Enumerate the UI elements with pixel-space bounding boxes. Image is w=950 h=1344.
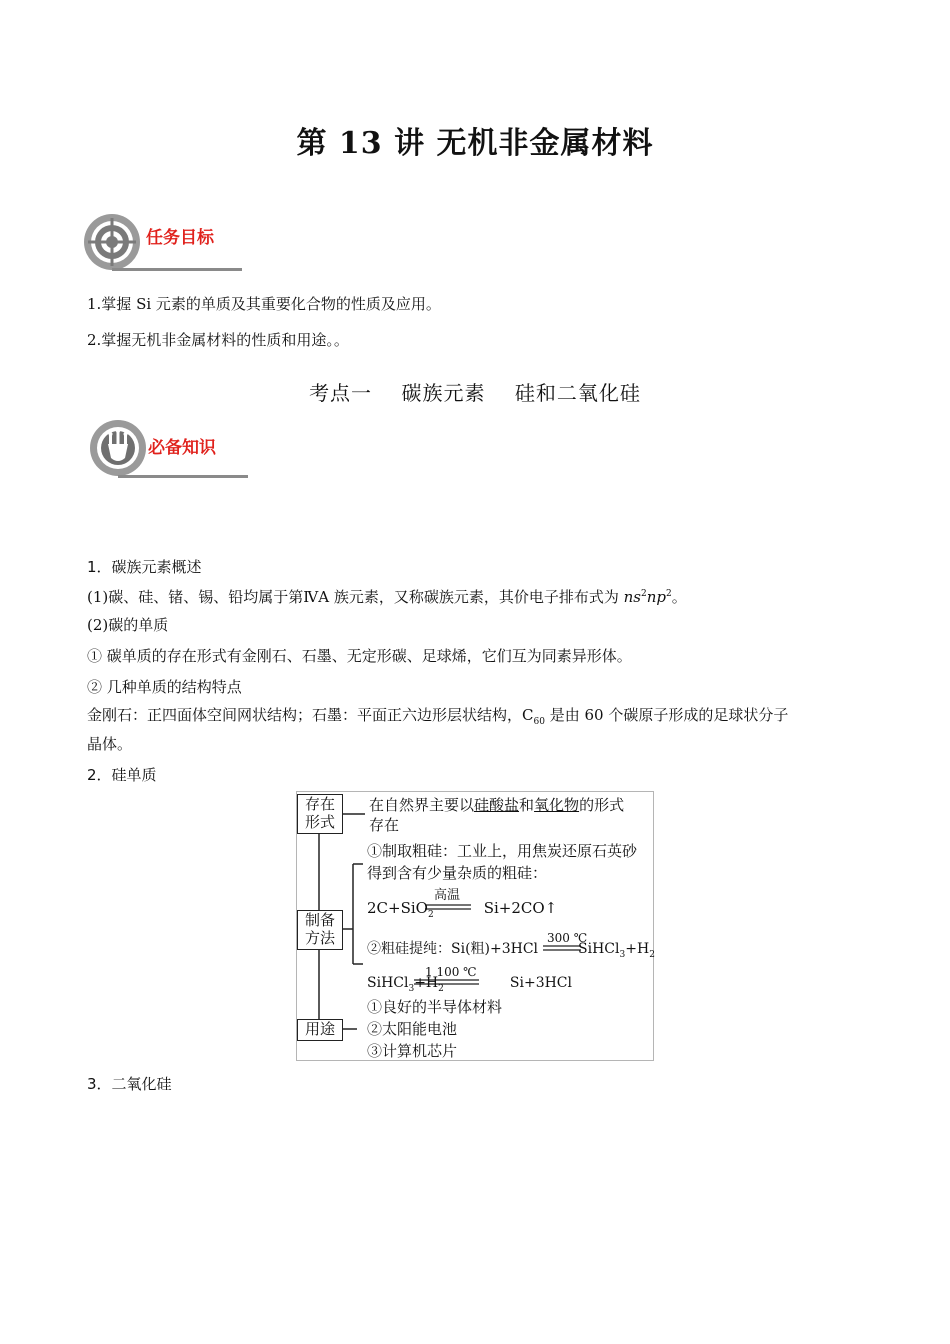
- box-preparation: [297, 910, 343, 950]
- box-existence: [297, 794, 343, 834]
- equation-3-condition: 1 100 ℃: [425, 965, 477, 979]
- existence-text-c: 的形式: [579, 796, 625, 814]
- section-label-knowledge: 必备知识: [148, 438, 216, 458]
- box-existence-line2: 形式: [304, 813, 335, 831]
- section-header-goals: [82, 212, 252, 274]
- equation-1: [367, 899, 557, 924]
- np-symbol: np: [646, 588, 666, 606]
- diagram-connectors: [297, 792, 653, 1060]
- heading-1: 1．碳族元素概述: [87, 558, 202, 576]
- preparation-step-1-line-2: 得到含有少量杂质的粗硅：: [367, 864, 548, 882]
- equation-1-condition: 高温: [434, 888, 461, 903]
- equation-1-left-sub: 2: [427, 910, 434, 920]
- silicon-diagram: [296, 791, 654, 1061]
- box-uses-label: 用途: [304, 1020, 335, 1038]
- c60-subscript: 60: [533, 717, 545, 727]
- preparation-step-2-text: ②粗硅提纯：Si(粗)+3HCl: [367, 941, 539, 957]
- target-icon: [82, 212, 142, 272]
- equation-3-right: Si+3HCl: [509, 975, 572, 991]
- existence-text-a: 在自然界主要以: [369, 796, 475, 814]
- goal-item-1: 1.掌握 Si 元素的单质及其重要化合物的性质及应用。: [87, 295, 441, 313]
- use-item-1: ①良好的半导体材料: [367, 998, 503, 1016]
- preparation-step-1-line-1: ①制取粗硅：工业上，用焦炭还原石英砂: [367, 842, 638, 860]
- equation-3-left-sub: 3: [408, 983, 415, 994]
- existence-line-1: [369, 796, 624, 814]
- ns-symbol: ns: [623, 588, 641, 606]
- use-item-2: ②太阳能电池: [367, 1020, 458, 1038]
- existence-line-2: 存在: [369, 816, 400, 834]
- topic-heading: 考点一 碳族元素 硅和二氧化硅: [309, 381, 641, 405]
- equation-1-left: 2C+SiO: [367, 899, 428, 917]
- np-exponent: 2: [665, 589, 672, 599]
- section-divider: [112, 268, 242, 271]
- section-divider: [118, 475, 248, 478]
- goal-item-2: 2.掌握无机非金属材料的性质和用途。。: [87, 331, 349, 349]
- equation-3: [367, 974, 572, 998]
- preparation-step-2-sub1: 3: [619, 949, 626, 960]
- box-uses: [297, 1019, 343, 1041]
- heading-2: 2．硅单质: [87, 766, 157, 784]
- box-preparation-line2: 方法: [304, 929, 335, 947]
- equation-2-condition: 300 ℃: [547, 931, 588, 945]
- paragraph-1: [87, 583, 687, 608]
- box-existence-line1: 存在: [304, 795, 335, 813]
- paragraph-5: [87, 704, 788, 733]
- use-item-3: ③计算机芯片: [367, 1042, 458, 1060]
- equation-1-right: Si+2CO↑: [483, 899, 558, 917]
- existence-oxide: 氧化物: [534, 796, 580, 814]
- paragraph-1-end: 。: [671, 588, 687, 606]
- page-title: 第 13 讲 无机非金属材料: [296, 126, 654, 161]
- existence-silicate: 硅酸盐: [474, 796, 520, 814]
- section-header-knowledge: [88, 418, 258, 480]
- ns-exponent: 2: [640, 589, 647, 599]
- preparation-step-2-product: SiHCl: [578, 941, 620, 957]
- paragraph-2: (2)碳的单质: [87, 616, 169, 634]
- heading-3: 3．二氧化硅: [87, 1075, 172, 1093]
- paragraph-5-text: 金刚石：正四面体空间网状结构；石墨：平面正六边形层状结构，C: [87, 706, 534, 724]
- equation-3-left-h2: +H: [414, 975, 439, 991]
- box-preparation-line1: 制备: [304, 911, 335, 929]
- knowledge-icon: [88, 418, 148, 478]
- preparation-step-2-sub2: 2: [649, 949, 655, 960]
- section-label-goals: 任务目标: [146, 228, 214, 248]
- equation-3-left-sub2: 2: [438, 983, 444, 994]
- paragraph-4: ② 几种单质的结构特点: [87, 678, 242, 696]
- paragraph-5-text-b: 是由 60 个碳原子形成的足球状分子: [544, 706, 789, 724]
- existence-text-b: 和: [519, 796, 535, 814]
- paragraph-1-text: (1)碳、硅、锗、锡、铅均属于第ⅣA 族元素，又称碳族元素，其价电子排布式为: [87, 588, 624, 606]
- preparation-step-2-h2: +H: [625, 941, 650, 957]
- preparation-step-2: [367, 940, 655, 964]
- paragraph-5-continued: 晶体。: [87, 735, 133, 753]
- equation-3-left: SiHCl: [367, 975, 409, 991]
- paragraph-3: ① 碳单质的存在形式有金刚石、石墨、无定形碳、足球烯，它们互为同素异形体。: [87, 647, 632, 665]
